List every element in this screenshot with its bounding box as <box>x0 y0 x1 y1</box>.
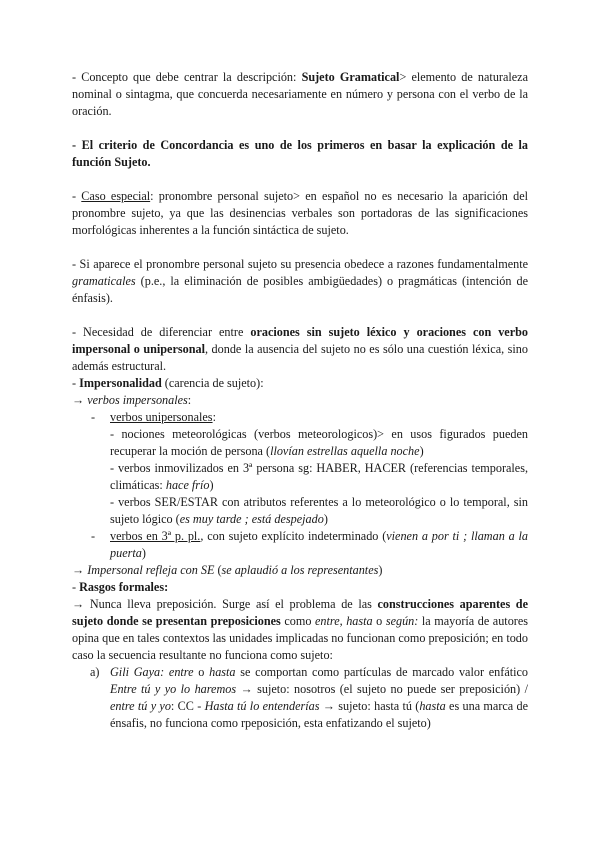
gili-italic-3: Entre tú y yo lo haremos <box>110 682 237 696</box>
sub1-post: ) <box>419 444 424 458</box>
gili-text-6: es una marca de énsafis, no funciona como rpeposición, esta enfatizando el sujeto) <box>110 699 529 730</box>
verbos-impersonales-line <box>72 392 528 409</box>
dash-bullet: - <box>91 529 96 543</box>
sub3-pre: - verbos SER/ESTAR con atributos referentes a lo meteorológico o lo temporal, sin sujeto lógico ( <box>110 495 528 526</box>
sub2-example: hace frío <box>165 478 210 492</box>
p4-italic-term: gramaticales <box>72 274 136 288</box>
imp-heading-text: Impersonalidad <box>79 376 162 390</box>
list-item-verbos-unipersonales <box>72 409 528 528</box>
imp-heading-note: (carencia de sujeto): <box>161 376 264 390</box>
sub3-post: ) <box>323 512 328 526</box>
gili-italic-2: hasta <box>209 665 236 679</box>
impersonalidad-heading <box>72 375 528 392</box>
sub-item-haber-hacer <box>110 460 528 494</box>
tercera-persona-example: vienen a por ti ; llaman a la puerta <box>110 529 528 560</box>
verbos-unipersonales-label <box>110 409 528 426</box>
paragraph-concordancia: - El criterio de Concordancia es uno de los primeros en basar la explicación de la función Sujeto. <box>72 138 528 169</box>
gili-italic-6: hasta <box>419 699 446 713</box>
rasgos-mid2: o <box>372 614 386 628</box>
rasgos-heading-text: Rasgos formales: <box>79 580 169 594</box>
p4-pre: - Si aparece el pronombre personal sujeto su presencia obedece a razones fundamentalmente <box>72 257 528 271</box>
p3-post: : pronombre personal sujeto> en español no es necesario la aparición del pronombre sujeto, ya que las desinencias verbales son portadoras de las significaciones morfológicas inherentes a la función sintáctica de sujeto. <box>72 189 528 237</box>
rasgos-body <box>72 596 528 664</box>
rasgos-pre: → Nunca lleva preposición. Surge así el problema de las <box>72 597 378 611</box>
p1-pre: - Concepto que debe centrar la descripción: <box>72 70 302 84</box>
sub-item-ser-estar <box>110 494 528 528</box>
gili-italic-5: Hasta tú lo entenderías <box>204 699 320 713</box>
tercera-persona-label: verbos en 3ª p. pl. <box>110 529 201 543</box>
p1-post: > elemento de naturaleza nominal o sintagma, que concuerda necesariamente en número y persona con el verbo de la oración. <box>72 70 528 118</box>
rasgos-bold-term: construcciones aparentes de sujeto donde se presentan preposiciones <box>72 597 528 628</box>
sub2-pre: - verbos inmovilizados en 3ª persona sg: HABER, HACER (referencias temporales, climáticas: <box>110 461 528 492</box>
p5-bold-term: oraciones sin sujeto léxico y oraciones con verbo impersonal o unipersonal <box>72 325 528 356</box>
verbos-impersonales-text: verbos impersonales <box>87 393 188 407</box>
document-body <box>72 69 528 732</box>
rasgos-dash: - <box>72 580 80 594</box>
verbos-impersonales-colon: : <box>187 393 192 407</box>
rasgos-italic-1: entre, hasta <box>315 614 373 628</box>
paragraph-sujeto-gramatical <box>72 69 528 120</box>
p1-bold-term: Sujeto Gramatical <box>301 70 400 84</box>
p5-post: , donde la ausencia del sujeto no es sólo una cuestión léxica, sino además estructural. <box>72 342 528 373</box>
list-marker-a: a) <box>90 665 100 679</box>
gili-text-3: → sujeto: nosotros (el sujeto no puede ser preposición) / <box>236 682 528 696</box>
sub-item-meteorologicas <box>110 426 528 460</box>
tercera-persona-post: ) <box>141 546 146 560</box>
list-item-gili-gaya <box>72 664 528 732</box>
tercera-persona-mid: , con sujeto explícito indeterminado ( <box>200 529 387 543</box>
paragraph-pronombre-sujeto <box>72 256 528 307</box>
refleja-arrow: → <box>72 563 88 577</box>
arrow-glyph: → <box>72 393 88 407</box>
p3-underlined-term: Caso especial <box>81 189 151 203</box>
p3-pre: - <box>72 189 82 203</box>
tercera-persona-text <box>110 528 528 562</box>
refleja-mid: ( <box>214 563 222 577</box>
gili-italic-4: entre tú y yo <box>110 699 171 713</box>
paragraph-caso-especial <box>72 188 528 239</box>
sub1-example: llovían estrellas aquella noche <box>270 444 420 458</box>
gili-text-5: → sujeto: hasta tú ( <box>319 699 420 713</box>
gili-text-2: se comportan como partículas de marcado valor enfático <box>235 665 528 679</box>
rasgos-mid1: como <box>280 614 316 628</box>
rasgos-formales-heading <box>72 579 528 596</box>
refleja-term: Impersonal refleja con SE <box>87 563 215 577</box>
impersonal-refleja-line <box>72 562 528 579</box>
verbos-unipersonales-text: verbos unipersonales <box>110 410 213 424</box>
p5-pre: - Necesidad de diferenciar entre <box>72 325 251 339</box>
gili-text-1: o <box>193 665 210 679</box>
gili-text-4: : CC - <box>170 699 205 713</box>
sub3-example: es muy tarde ; está despejado <box>179 512 324 526</box>
list-item-tercera-persona-plural <box>72 528 528 562</box>
dash-bullet: - <box>91 410 96 424</box>
sub1-pre: - nociones meteorológicas (verbos meteorologicos)> en usos figurados pueden recuperar la moción de persona ( <box>110 427 528 458</box>
refleja-post: ) <box>378 563 383 577</box>
imp-dash: - <box>72 376 80 390</box>
p4-post: (p.e., la eliminación de posibles ambigüedades) o pragmáticas (intención de énfasis). <box>72 274 528 305</box>
refleja-example: se aplaudió a los representantes <box>221 563 379 577</box>
sub2-post: ) <box>209 478 214 492</box>
rasgos-italic-2: según: <box>385 614 419 628</box>
verbos-unipersonales-colon: : <box>212 410 216 424</box>
paragraph-oraciones-sin-sujeto <box>72 324 528 375</box>
rasgos-post: la mayoría de autores opina que en tales contextos las unidades implicadas no funcionan como preposición; en todo caso la secuencia resultante no funciona como sujeto: <box>72 614 529 662</box>
gili-italic-1: Gili Gaya: entre <box>110 665 194 679</box>
